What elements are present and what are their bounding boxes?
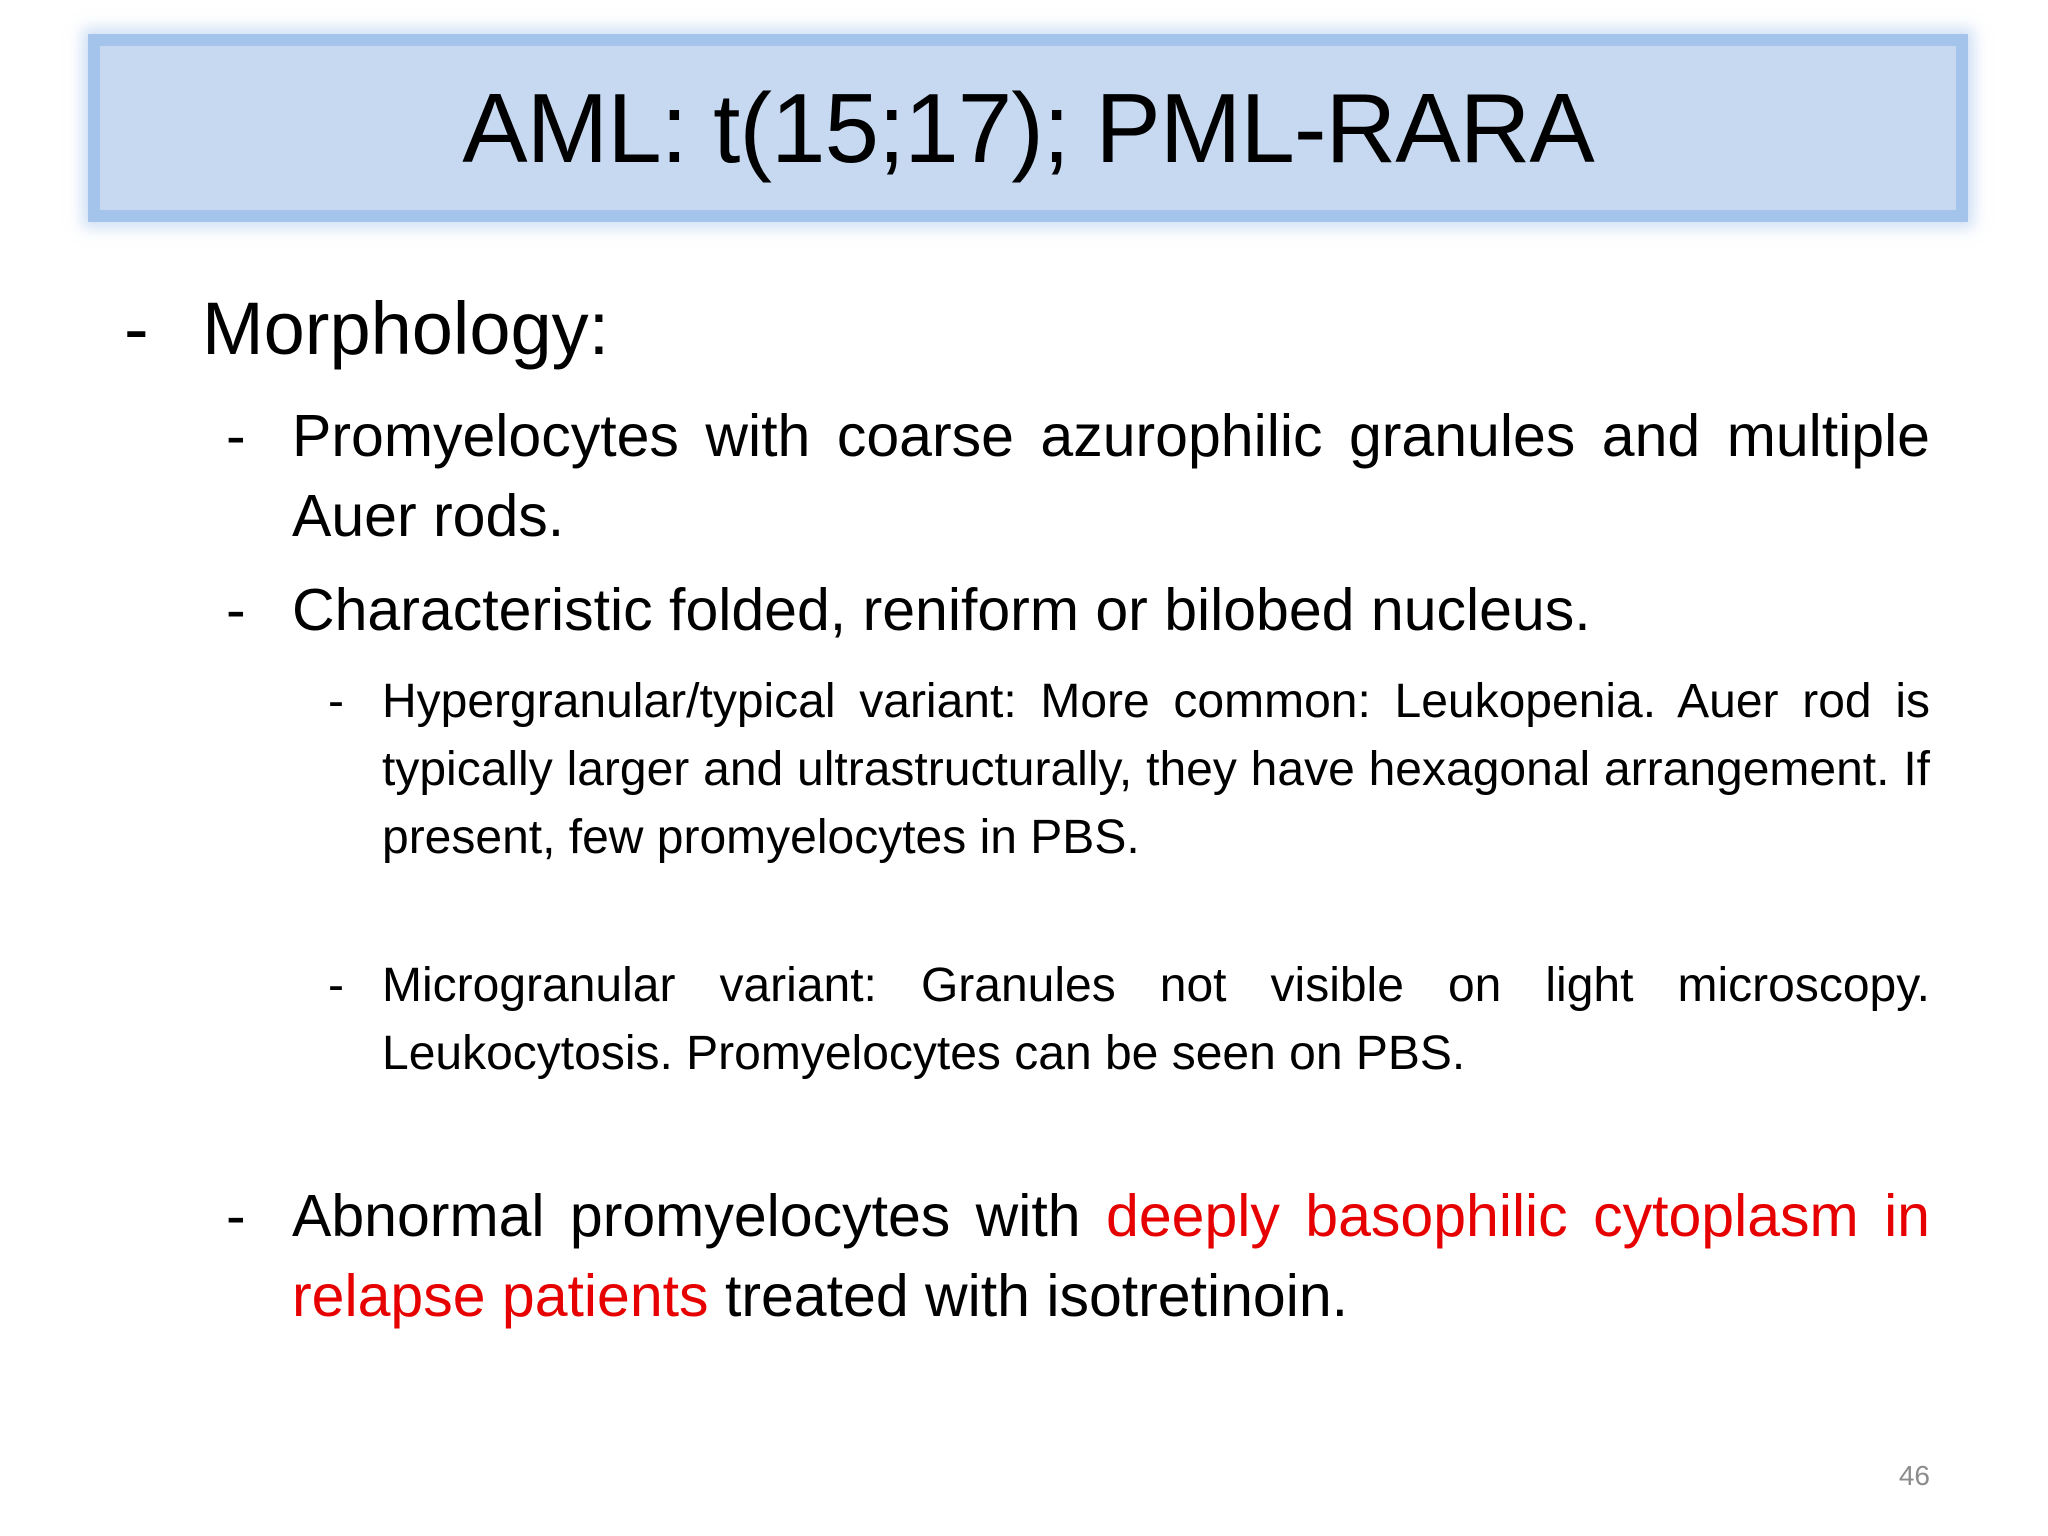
bullet-nucleus <box>226 570 1930 650</box>
bullet-dash: - <box>124 287 149 370</box>
page-number: 46 <box>1898 1460 1930 1491</box>
bullet-text: Hypergranular/typical variant: More common: Leukopenia. Auer rod is typically larger and ultrastructurally, they have hexagonal arrangement. If present, few promyelocytes in PBS. <box>382 675 1930 864</box>
subbullet-hypergranular <box>328 668 1930 872</box>
text-before: Abnormal promyelocytes with <box>292 1183 1081 1249</box>
bullet-dash: - <box>226 577 246 643</box>
bullet-dash: - <box>226 403 246 469</box>
bullet-text: Morphology: <box>202 287 610 370</box>
bullet-relapse <box>226 1176 1930 1336</box>
bullet-text <box>292 1176 1930 1336</box>
slide-title: AML: t(15;17); PML-RARA <box>462 73 1594 183</box>
bullet-text: Promyelocytes with coarse azurophilic granules and multiple Auer rods. <box>292 403 1930 549</box>
bullet-text: Characteristic folded, reniform or bilobed nucleus. <box>292 577 1591 643</box>
bullet-morphology <box>124 286 609 372</box>
bullet-promyelocytes <box>226 396 1930 556</box>
highlighted-text: deeply basophilic cytoplasm in relapse patients <box>292 1183 1930 1329</box>
text-after: treated with isotretinoin. <box>724 1263 1349 1329</box>
subbullet-microgranular <box>328 952 1930 1088</box>
bullet-text: Microgranular variant: Granules not visible on light microscopy. Leukocytosis. Promyelocytes can be seen on PBS. <box>382 959 1930 1080</box>
bullet-dash: - <box>328 959 344 1012</box>
bullet-dash: - <box>328 675 344 728</box>
title-box <box>88 34 1968 222</box>
bullet-dash: - <box>226 1183 246 1249</box>
